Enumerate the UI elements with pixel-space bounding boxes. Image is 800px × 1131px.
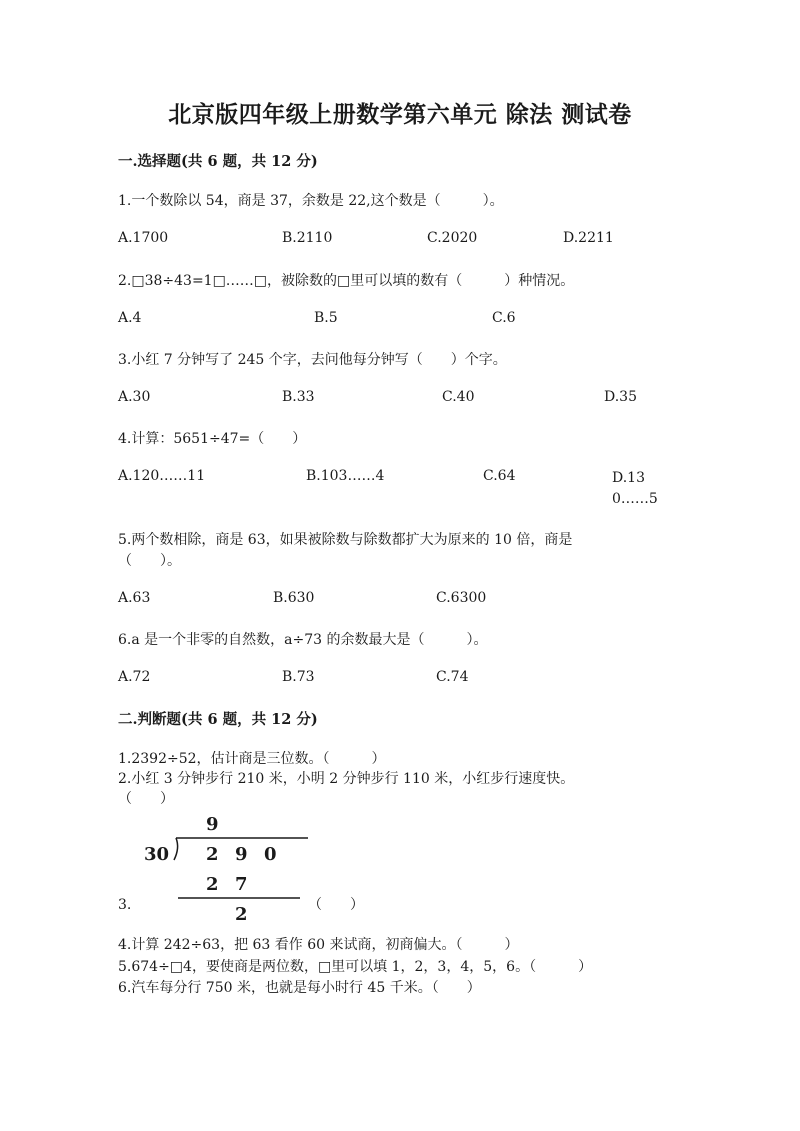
q5-option-c[interactable]: C.6300 bbox=[436, 590, 487, 606]
q3-option-a[interactable]: A.30 bbox=[118, 389, 151, 405]
judge-item-3: 3. bbox=[118, 897, 132, 913]
q6-option-b[interactable]: B.73 bbox=[282, 669, 315, 685]
q5-option-a[interactable]: A.63 bbox=[118, 590, 151, 606]
question-3: 3.小红 7 分钟写了 245 个字，去问他每分钟写（ ）个字。 bbox=[118, 352, 507, 368]
q6-option-a[interactable]: A.72 bbox=[118, 669, 151, 685]
q2-option-a[interactable]: A.4 bbox=[118, 310, 142, 326]
ld-product-2: 7 bbox=[235, 874, 248, 895]
q1-option-a[interactable]: A.1700 bbox=[118, 230, 169, 246]
ld-dividend-3: 0 bbox=[264, 844, 277, 865]
q3-option-b[interactable]: B.33 bbox=[282, 389, 315, 405]
judge-item-2-cont: （ ） bbox=[118, 791, 174, 807]
q3-option-d[interactable]: D.35 bbox=[604, 389, 637, 405]
q1-option-d[interactable]: D.2211 bbox=[563, 230, 614, 246]
question-6: 6.a 是一个非零的自然数，a÷73 的余数最大是（ ）。 bbox=[118, 632, 488, 648]
q6-option-c[interactable]: C.74 bbox=[436, 669, 469, 685]
q4-option-b[interactable]: B.103……4 bbox=[306, 468, 385, 484]
question-5: 5.两个数相除，商是 63，如果被除数与除数都扩大为原来的 10 倍，商是 bbox=[118, 532, 573, 548]
q2-option-c[interactable]: C.6 bbox=[492, 310, 516, 326]
judge-item-2: 2.小红 3 分钟步行 210 米，小明 2 分钟步行 110 米，小红步行速度快。 bbox=[118, 771, 575, 787]
judge-item-3-blank: （ ） bbox=[308, 897, 364, 913]
ld-dividend-1: 2 bbox=[206, 844, 219, 865]
question-1: 1.一个数除以 54，商是 37，余数是 22,这个数是（ ）。 bbox=[118, 193, 504, 209]
question-4: 4.计算：5651÷47=（ ） bbox=[118, 431, 307, 447]
q4-option-a[interactable]: A.120……11 bbox=[118, 468, 206, 484]
judge-item-1: 1.2392÷52，估计商是三位数。（ ） bbox=[118, 751, 386, 767]
ld-product-1: 2 bbox=[206, 874, 219, 895]
ld-quotient: 9 bbox=[206, 814, 219, 835]
q3-option-c[interactable]: C.40 bbox=[442, 389, 475, 405]
judge-item-5: 5.674÷□4，要使商是两位数，□里可以填 1，2，3，4，5，6。（ ） bbox=[118, 959, 593, 975]
ld-bracket bbox=[174, 838, 178, 860]
q4-option-c[interactable]: C.64 bbox=[483, 468, 516, 484]
ld-dividend-2: 9 bbox=[235, 844, 248, 865]
ld-divisor: 30 bbox=[144, 844, 170, 865]
long-division-figure bbox=[140, 810, 320, 930]
judge-item-6: 6.汽车每分行 750 米，也就是每小时行 45 千米。（ ） bbox=[118, 980, 481, 996]
ld-remainder: 2 bbox=[235, 904, 248, 925]
question-2: 2.□38÷43=1□……□，被除数的□里可以填的数有（ ）种情况。 bbox=[118, 273, 575, 289]
judge-item-4: 4.计算 242÷63，把 63 看作 60 来试商，初商偏大。（ ） bbox=[118, 937, 519, 953]
page-title: 北京版四年级上册数学第六单元 除法 测试卷 bbox=[168, 101, 632, 128]
q4-option-d[interactable]: D.130……5 bbox=[612, 470, 658, 507]
section-heading-choice: 一.选择题(共 6 题，共 12 分) bbox=[118, 153, 318, 170]
q1-option-c[interactable]: C.2020 bbox=[427, 230, 478, 246]
q2-option-b[interactable]: B.5 bbox=[314, 310, 338, 326]
q1-option-b[interactable]: B.2110 bbox=[282, 230, 333, 246]
q5-option-b[interactable]: B.630 bbox=[273, 590, 315, 606]
section-heading-judge: 二.判断题(共 6 题，共 12 分) bbox=[118, 711, 318, 728]
question-5-cont: （ ）。 bbox=[118, 553, 181, 569]
